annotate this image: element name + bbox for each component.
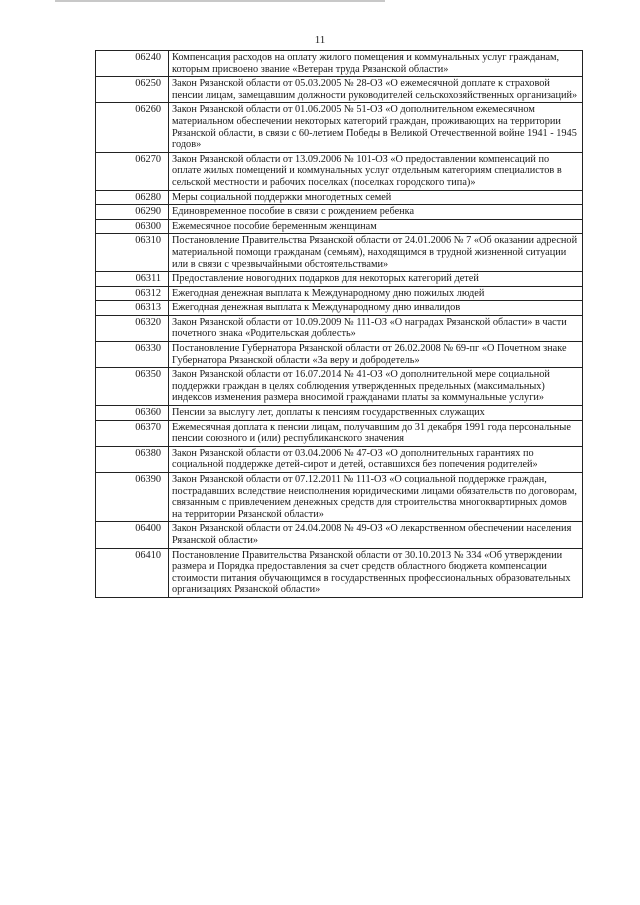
row-description: Предоставление новогодних подарков для некоторых категорий детей — [169, 272, 583, 287]
row-description: Закон Рязанской области от 07.12.2011 № 111-ОЗ «О социальной поддержке граждан, пострадавших вследствие неисполнения юридическими лицами обязательств по договорам, связанным с привлечением денежных средств для строительства многоквартирных домов на территории Рязанской области» — [169, 473, 583, 522]
row-code: 06310 — [96, 234, 169, 272]
row-code: 06311 — [96, 272, 169, 287]
row-description: Закон Рязанской области от 13.09.2006 № 101-ОЗ «О предоставлении компенсаций по оплате жилых помещений и коммунальных услуг отдельным категориям специалистов в сельской местности и рабочих поселках (поселках городского типа)» — [169, 152, 583, 190]
table-row — [96, 205, 583, 220]
table-row — [96, 522, 583, 548]
row-description: Компенсация расходов на оплату жилого помещения и коммунальных услуг гражданам, которым присвоено звание «Ветеран труда Рязанской области» — [169, 51, 583, 77]
table-row — [96, 77, 583, 103]
table-row — [96, 301, 583, 316]
table-row — [96, 272, 583, 287]
row-description: Ежемесячная доплата к пенсии лицам, получавшим до 31 декабря 1991 года персональные пенсии союзного и (или) республиканского значения — [169, 420, 583, 446]
budget-codes-body — [96, 51, 583, 598]
row-code: 06300 — [96, 219, 169, 234]
budget-codes-table — [95, 50, 583, 598]
row-code: 06270 — [96, 152, 169, 190]
row-description: Закон Рязанской области от 24.04.2008 № 49-ОЗ «О лекарственном обеспечении населения Рязанской области» — [169, 522, 583, 548]
table-row — [96, 548, 583, 597]
top-scan-rule — [55, 0, 385, 2]
row-code: 06380 — [96, 446, 169, 472]
row-code: 06330 — [96, 342, 169, 368]
row-code: 06410 — [96, 548, 169, 597]
table-row — [96, 420, 583, 446]
row-description: Пенсии за выслугу лет, доплаты к пенсиям государственных служащих — [169, 406, 583, 421]
page-number: 11 — [314, 34, 326, 46]
table-row — [96, 406, 583, 421]
table-row — [96, 342, 583, 368]
table-row — [96, 315, 583, 341]
row-description: Постановление Правительства Рязанской области от 24.01.2006 № 7 «Об оказании адресной материальной помощи гражданам (семьям), находящимся в трудной жизненной ситуации или в связи с чрезвычайными обстоятельствами» — [169, 234, 583, 272]
row-code: 06280 — [96, 190, 169, 205]
row-code: 06313 — [96, 301, 169, 316]
row-description: Ежегодная денежная выплата к Международному дню пожилых людей — [169, 286, 583, 301]
table-row — [96, 286, 583, 301]
row-description: Закон Рязанской области от 16.07.2014 № 41-ОЗ «О дополнительной мере социальной поддержки граждан в целях соблюдения утвержденных предельных (максимальных) индексов изменения размера вносимой гражданами платы за коммунальные услуги» — [169, 368, 583, 406]
row-description: Ежегодная денежная выплата к Международному дню инвалидов — [169, 301, 583, 316]
table-row — [96, 219, 583, 234]
row-description: Ежемесячное пособие беременным женщинам — [169, 219, 583, 234]
row-code: 06320 — [96, 315, 169, 341]
table-row — [96, 190, 583, 205]
table-row — [96, 152, 583, 190]
row-code: 06370 — [96, 420, 169, 446]
row-code: 06240 — [96, 51, 169, 77]
row-code: 06350 — [96, 368, 169, 406]
table-row — [96, 51, 583, 77]
row-description: Закон Рязанской области от 01.06.2005 № 51-ОЗ «О дополнительном ежемесячном материальном обеспечении некоторых категорий граждан, проживающих на территории Рязанской области, в связи с 60-летием Победы в Великой Отечественной войне 1941 - 1945 годов» — [169, 103, 583, 152]
row-description: Единовременное пособие в связи с рождением ребенка — [169, 205, 583, 220]
row-description: Меры социальной поддержки многодетных семей — [169, 190, 583, 205]
row-code: 06360 — [96, 406, 169, 421]
row-code: 06400 — [96, 522, 169, 548]
row-code: 06290 — [96, 205, 169, 220]
row-code: 06312 — [96, 286, 169, 301]
row-description: Закон Рязанской области от 03.04.2006 № 47-ОЗ «О дополнительных гарантиях по социальной поддержке детей-сирот и детей, оставшихся без попечения родителей» — [169, 446, 583, 472]
row-description: Закон Рязанской области от 05.03.2005 № 28-ОЗ «О ежемесячной доплате к страховой пенсии лицам, замещавшим должности руководителей сельскохозяйственных организаций» — [169, 77, 583, 103]
row-description: Постановление Губернатора Рязанской области от 26.02.2008 № 69-пг «О Почетном знаке Губернатора Рязанской области «За веру и добродетель» — [169, 342, 583, 368]
table-row — [96, 234, 583, 272]
table-row — [96, 446, 583, 472]
row-description: Постановление Правительства Рязанской области от 30.10.2013 № 334 «Об утверждении размера и Порядка предоставления за счет средств областного бюджета компенсации стоимости питания обучающимся в государственных профессиональных образовательных организациях Рязанской области» — [169, 548, 583, 597]
row-code: 06390 — [96, 473, 169, 522]
table-row — [96, 368, 583, 406]
row-description: Закон Рязанской области от 10.09.2009 № 111-ОЗ «О наградах Рязанской области» в части почетного знака «Родительская доблесть» — [169, 315, 583, 341]
table-row — [96, 473, 583, 522]
row-code: 06260 — [96, 103, 169, 152]
table-row — [96, 103, 583, 152]
row-code: 06250 — [96, 77, 169, 103]
